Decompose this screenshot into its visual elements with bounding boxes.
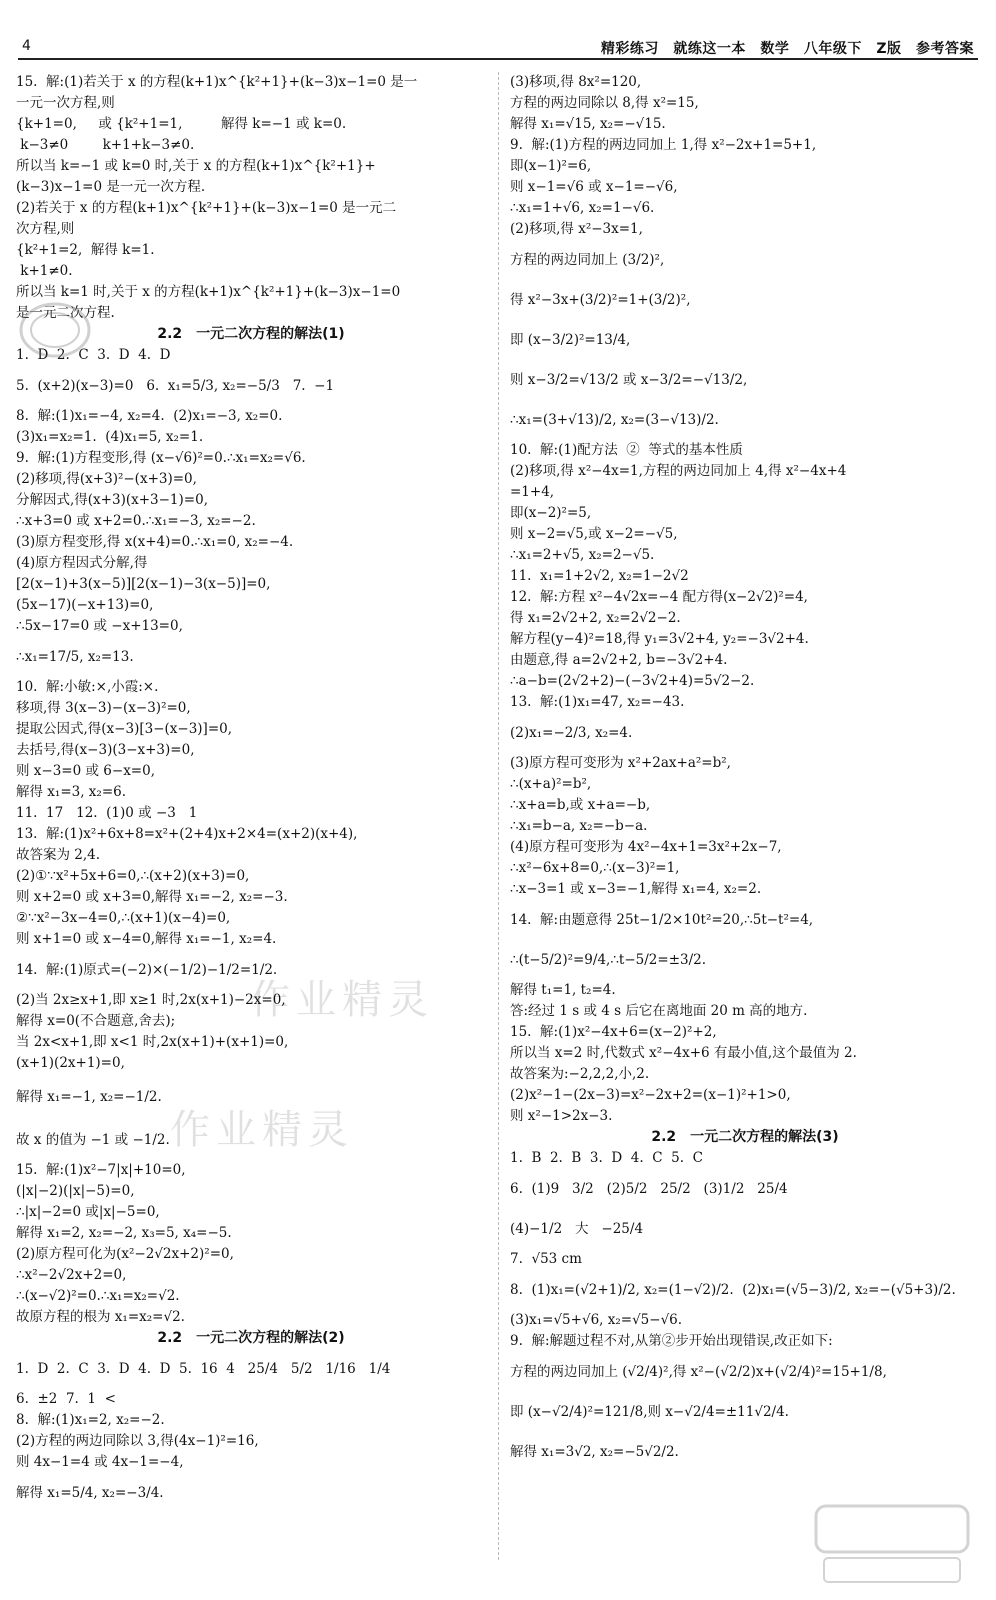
answer-line: 是一元二次方程. [16,305,115,321]
answer-line: 则 x²−1>2x−3. [510,1108,613,1124]
answer-line: (2)当 2x≥x+1,即 x≥1 时,2x(x+1)−2x=0, [16,992,286,1008]
answer-line: 所以当 k=1 时,关于 x 的方程(k+1)x^{k²+1}+(k−3)x−1=0 [16,284,401,300]
answer-line: ∴(x+a)²=b², [510,776,592,792]
answer-line: ∴|x|−2=0 或|x|−5=0, [16,1204,160,1220]
answer-line: 9. 解:(1)方程的两边同加上 1,得 x²−2x+1=5+1, [510,137,817,153]
answer-line: (5x−17)(−x+13)=0, [16,597,154,613]
answer-line: 方程的两边同除以 8,得 x²=15, [510,95,699,111]
answer-line: 解得 x₁=√15, x₂=−√15. [510,116,666,132]
answer-line: ②∵x²−3x−4=0,∴(x+1)(x−4)=0, [16,910,231,926]
page-header [18,30,978,60]
answer-line: 移项,得 3(x−3)−(x−3)²=0, [16,700,191,716]
answer-line: 5. (x+2)(x−3)=0 6. x₁=5/3, x₂=−5/3 7. −1 [16,378,335,394]
answer-line: 6. ±2 7. 1 < [16,1391,116,1407]
answer-line: 15. 解:(1)若关于 x 的方程(k+1)x^{k²+1}+(k−3)x−1=0 是一 [16,74,418,90]
answer-line: (2)方程的两边同除以 3,得(4x−1)²=16, [16,1433,259,1449]
answer-line: 则 x−2=√5,或 x−2=−√5, [510,526,678,542]
answer-line: 即(x−1)²=6, [510,158,592,174]
site-logo [812,1502,972,1588]
answer-line: ∴x₁=(3+√13)/2, x₂=(3−√13)/2. [510,412,719,428]
answer-line: 12. 解:方程 x²−4√2x=−4 配方得(x−2√2)²=4, [510,589,808,605]
answer-line: 由题意,得 a=2√2+2, b=−3√2+4. [510,652,728,668]
answer-line: 解得 x₁=3, x₂=6. [16,784,127,800]
answer-line: 1. D 2. C 3. D 4. D 5. 16 4 25/4 5/2 1/16 1/4 [16,1361,391,1377]
answer-line: (x+1)(2x+1)=0, [16,1055,125,1071]
answer-line: (2)①∵x²+5x+6=0,∴(x+2)(x+3)=0, [16,868,250,884]
answer-line: 1. B 2. B 3. D 4. C 5. C [510,1150,703,1166]
answer-line: 则 x+2=0 或 x+3=0,解得 x₁=−2, x₂=−3. [16,889,288,905]
watermark-text: 作业精灵 [250,977,434,1023]
answer-line: 15. 解:(1)x²−7|x|+10=0, [16,1162,186,1178]
answer-line: 故答案为 2,4. [16,847,101,863]
answer-line: 13. 解:(1)x₁=47, x₂=−43. [510,694,685,710]
answer-line: ∴x₁=1+√6, x₂=1−√6. [510,200,655,216]
answer-line: ∴x−3=1 或 x−3=−1,解得 x₁=4, x₂=2. [510,881,762,897]
answer-line: (2)x₁=−2/3, x₂=4. [510,725,633,741]
answer-line: 当 2x<x+1,即 x<1 时,2x(x+1)+(x+1)=0, [16,1034,289,1050]
answer-line: ∴a−b=(2√2+2)−(−3√2+4)=5√2−2. [510,673,755,689]
answer-line: [2(x−1)+3(x−5)][2(x−1)−3(x−5)]=0, [16,576,271,592]
section-heading: 2.2 一元二次方程的解法(2) [157,1330,345,1346]
answer-line: 11. 17 12. (1)0 或 −3 1 [16,805,198,821]
answer-line: 解得 x₁=2, x₂=−2, x₃=5, x₄=−5. [16,1225,232,1241]
answer-line: 则 x−3/2=√13/2 或 x−3/2=−√13/2, [510,372,748,388]
answer-line: 10. 解:小敏:×,小霞:×. [16,679,159,695]
watermark-text: 作业精灵 [170,1107,354,1153]
answer-line: 得 x₁=2√2+2, x₂=2√2−2. [510,610,681,626]
answer-line: 即 (x−√2/4)²=121/8,则 x−√2/4=±11√2/4. [510,1404,789,1420]
answer-line: 14. 解:(1)原式=(−2)×(−1/2)−1/2=1/2. [16,962,278,978]
answer-line: 1. D 2. C 3. D 4. D [16,347,171,363]
answer-line: (4)−1/2 大 −25/4 [510,1221,644,1237]
answer-line: 则 x−3=0 或 6−x=0, [16,763,155,779]
answer-line: 则 x+1=0 或 x−4=0,解得 x₁=−1, x₂=4. [16,931,277,947]
answer-line: 解得 x₁=3√2, x₂=−5√2/2. [510,1444,679,1460]
answer-line: 6. (1)9 3/2 (2)5/2 25/2 (3)1/2 25/4 [510,1181,788,1197]
answer-line: ∴x²−2√2x+2=0, [16,1267,127,1283]
answer-line: 所以当 x=2 时,代数式 x²−4x+6 有最小值,这个最值为 2. [510,1045,857,1061]
answer-line: 提取公因式,得(x−3)[3−(x−3)]=0, [16,721,233,737]
answer-line: {k²+1=2, 解得 k=1. [16,242,155,258]
answer-line: 解得 x₁=−1, x₂=−1/2. [16,1089,162,1105]
answer-line: 14. 解:由题意得 25t−1/2×10t²=20,∴5t−t²=4, [510,912,814,928]
answer-line: (2)若关于 x 的方程(k+1)x^{k²+1}+(k−3)x−1=0 是一元二 [16,200,397,216]
answer-line: 即 (x−3/2)²=13/4, [510,332,631,348]
answer-line: (2)移项,得 x²−4x=1,方程的两边同加上 4,得 x²−4x+4 [510,463,847,479]
answer-line: 方程的两边同加上 (√2/4)²,得 x²−(√2/2)x+(√2/4)²=15+1/8, [510,1364,887,1380]
answer-line: (k−3)x−1=0 是一元一次方程. [16,179,206,195]
answer-line: 故 x 的值为 −1 或 −1/2. [16,1132,170,1148]
answer-line: 7. √53 cm [510,1251,582,1267]
answer-line: ∴(x−√2)²=0.∴x₁=x₂=√2. [16,1288,180,1304]
section-heading: 2.2 一元二次方程的解法(1) [157,326,345,342]
answer-line: 答:经过 1 s 或 4 s 后它在离地面 20 m 高的地方. [510,1003,808,1019]
answer-line: 所以当 k=−1 或 k=0 时,关于 x 的方程(k+1)x^{k²+1}+ [16,158,376,174]
answer-line: ∴x+3=0 或 x+2=0.∴x₁=−3, x₂=−2. [16,513,256,529]
answer-line: ∴x+a=b,或 x+a=−b, [510,797,651,813]
answer-line: ∴x₁=2+√5, x₂=2−√5. [510,547,655,563]
answer-line: 9. 解:(1)方程变形,得 (x−√6)²=0.∴x₁=x₂=√6. [16,450,306,466]
answer-line: 分解因式,得(x+3)(x+3−1)=0, [16,492,208,508]
answer-line: 次方程,则 [16,221,75,237]
column-divider [498,72,499,1560]
answer-line: {k+1=0, 或 {k²+1=1, 解得 k=−1 或 k=0. [16,116,347,132]
answer-line: 解得 t₁=1, t₂=4. [510,982,616,998]
answer-line: (4)原方程可变形为 4x²−4x+1=3x²+2x−7, [510,839,782,855]
section-heading: 2.2 一元二次方程的解法(3) [651,1129,839,1145]
answer-line: (4)原方程因式分解,得 [16,555,148,571]
answer-line: 故原方程的根为 x₁=x₂=√2. [16,1309,185,1325]
answer-line: 13. 解:(1)x²+6x+8=x²+(2+4)x+2×4=(x+2)(x+4), [16,826,358,842]
answer-line: (3)x₁=x₂=1. (4)x₁=5, x₂=1. [16,429,204,445]
answer-line: 解方程(y−4)²=18,得 y₁=3√2+4, y₂=−3√2+4. [510,631,809,647]
answer-line: 一元一次方程,则 [16,95,115,111]
answer-line: 即(x−2)²=5, [510,505,592,521]
answer-line: (2)移项,得 x²−3x=1, [510,221,643,237]
answer-line: 解得 x₁=5/4, x₂=−3/4. [16,1485,164,1501]
stamp-seal-icon [18,300,92,360]
answer-line: 8. 解:(1)x₁=−4, x₂=4. (2)x₁=−3, x₂=0. [16,408,283,424]
answer-line: ∴x₁=17/5, x₂=13. [16,649,134,665]
answer-line: 解得 x=0(不合题意,舍去); [16,1013,176,1029]
answer-line: (2)移项,得(x+3)²−(x+3)=0, [16,471,197,487]
answer-line: (3)原方程可变形为 x²+2ax+a²=b², [510,755,731,771]
answer-line: =1+4, [510,484,555,500]
answer-line: 方程的两边同加上 (3/2)², [510,252,665,268]
answer-line: (2)原方程可化为(x²−2√2x+2)²=0, [16,1246,234,1262]
answer-line: ∴x₁=b−a, x₂=−b−a. [510,818,648,834]
answer-line: (2)x²−1−(2x−3)=x²−2x+2=(x−1)²+1>0, [510,1087,791,1103]
answer-line: 8. (1)x₁=(√2+1)/2, x₂=(1−√2)/2. (2)x₁=(√5−3)/2, x₂=−(√5+3)/2. [510,1282,956,1298]
answer-line: (3)移项,得 8x²=120, [510,74,642,90]
answer-line: 8. 解:(1)x₁=2, x₂=−2. [16,1412,165,1428]
answer-line: 15. 解:(1)x²−4x+6=(x−2)²+2, [510,1024,717,1040]
answer-line: 9. 解:解题过程不对,从第②步开始出现错误,改正如下: [510,1333,833,1349]
answer-line: ∴5x−17=0 或 −x+13=0, [16,618,183,634]
answer-line: 故答案为:−2,2,2,小,2. [510,1066,650,1082]
right-column [510,72,980,1540]
answer-line: 去括号,得(x−3)(3−x+3)=0, [16,742,195,758]
answer-line: (|x|−2)(|x|−5)=0, [16,1183,135,1199]
answer-line: (3)原方程变形,得 x(x+4)=0.∴x₁=0, x₂=−4. [16,534,294,550]
answer-line: ∴(t−5/2)²=9/4,∴t−5/2=±3/2. [510,952,707,968]
page-number: 4 [22,38,31,54]
answer-line: 得 x²−3x+(3/2)²=1+(3/2)², [510,292,691,308]
answer-line: 11. x₁=1+2√2, x₂=1−2√2 [510,568,689,584]
answer-line: ∴x²−6x+8=0,∴(x−3)²=1, [510,860,680,876]
answer-line: 10. 解:(1)配方法 ② 等式的基本性质 [510,442,743,458]
answer-line: 则 x−1=√6 或 x−1=−√6, [510,179,678,195]
answer-line: (3)x₁=√5+√6, x₂=√5−√6. [510,1312,683,1328]
answer-line: k−3≠0 k+1+k−3≠0. [16,137,195,153]
header-title: 精彩练习 就练这一本 数学 八年级下 Z版 参考答案 [600,41,974,57]
left-column [16,72,486,1540]
answer-line: k+1≠0. [16,263,73,279]
answer-line: 则 4x−1=4 或 4x−1=−4, [16,1454,184,1470]
